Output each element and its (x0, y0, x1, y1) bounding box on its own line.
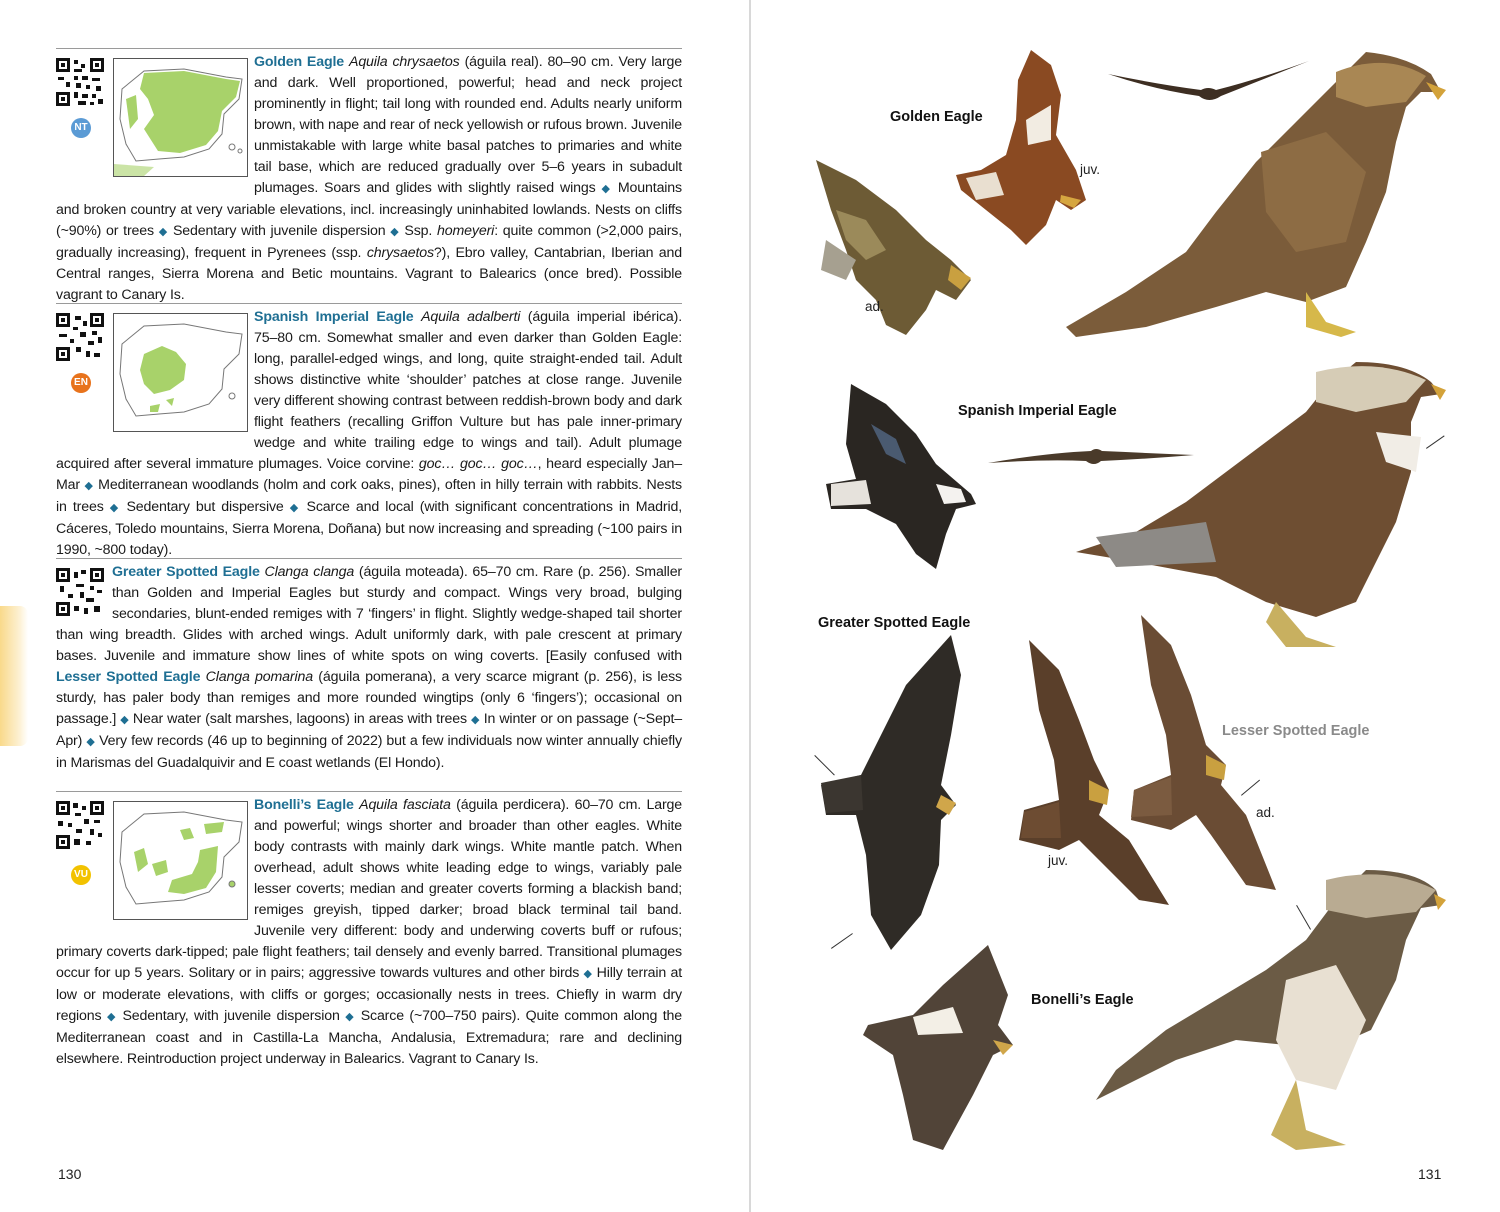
species-description (56, 52, 682, 306)
diamond-icon: ◆ (120, 714, 129, 726)
diamond-icon: ◆ (390, 226, 400, 238)
page-number-right: 131 (1418, 1166, 1442, 1182)
conservation-status-badge: VU (71, 865, 91, 885)
diamond-icon: ◆ (601, 183, 612, 195)
similar-species-name: Lesser Spotted Eagle (56, 669, 201, 685)
scientific-name: Aquila chrysaetos (349, 54, 460, 70)
voice-text: goc… goc… goc… (418, 456, 538, 472)
movement-text: Sedentary, with juvenile dispersion (116, 1008, 346, 1024)
species-entry-golden-eagle (56, 48, 683, 303)
species-name: Spanish Imperial Eagle (254, 309, 414, 325)
habitat-text: Hilly terrain at low or moderate elevations, with cliffs or gorges; occasionally nests in trees. Chiefly in warm dry regions (56, 965, 682, 1024)
bonellis-eagle-flight-illustration (863, 945, 1018, 1150)
bonellis-eagle-perched-illustration (1096, 870, 1446, 1150)
greater-spotted-eagle-flight-illustration (821, 635, 966, 950)
species-name: Golden Eagle (254, 54, 345, 70)
conservation-status-badge: EN (71, 373, 91, 393)
status-text: : quite common (>2,000 pairs, gradually increasing), frequent in Pyrenees (ssp. (56, 223, 683, 261)
description-text: (águila imperial ibérica). 75–80 cm. Somewhat smaller and even darker than Golden Eagle: long, parallel-edged wings, and long, quite straight-ended tail. Adult shows distinctive white ‘shoulder’ patches at close range. Juvenile very different showing contrast between reddish-brown body and dark flight feathers (recalling Griffon Vulture but has pale inner-primary wedge and white trailing edge to wings and tail). Adult plumage acquired after several immature plumages. Voice corvine: (56, 309, 683, 472)
plate-note-juvenile: juv. (1048, 853, 1069, 868)
plate-note-adult: ad. (865, 299, 884, 314)
diamond-icon: ◆ (84, 480, 94, 492)
section-thumb-tab (0, 606, 28, 746)
diamond-icon: ◆ (106, 1011, 117, 1023)
species-entry-spanish-imperial-eagle (56, 303, 683, 558)
page-number-left: 130 (58, 1166, 82, 1182)
species-entry-greater-spotted-eagle (56, 558, 682, 778)
status-text: Scarce and local (with significant concentrations in Madrid, Cáceres, Toledo mountains, Sierra Morena, Doñana) but now increasing and spreading (~100 pairs in 1990, ~800 today). (56, 499, 682, 558)
movement-text: Sedentary with juvenile dispersion (168, 223, 391, 239)
diamond-icon: ◆ (583, 968, 593, 980)
scientific-name: Aquila adalberti (421, 309, 521, 325)
description-text: , heard especially Jan–Mar (56, 456, 683, 493)
description-text: (águila pomerana), a very scarce migrant (p. 256), is less sturdy, has paler body than remiges and more rounded wingtips (only 6 ‘fingers’); occasional on passage.] (56, 669, 682, 727)
subspecies-name: chrysaetos (366, 245, 434, 261)
plate-label-spanish-imperial-eagle: Spanish Imperial Eagle (958, 403, 1117, 419)
spanish-imperial-eagle-perched-illustration (1076, 362, 1446, 652)
species-name: Greater Spotted Eagle (112, 564, 260, 580)
diamond-icon: ◆ (345, 1011, 356, 1023)
lesser-spotted-eagle-adult-illustration (1126, 615, 1276, 895)
plate-note-juvenile: juv. (1080, 162, 1101, 177)
species-description (56, 795, 682, 1070)
left-page (0, 0, 749, 1212)
diamond-icon: ◆ (158, 226, 169, 238)
plate-label-golden-eagle: Golden Eagle (890, 109, 983, 125)
plate-label-greater-spotted-eagle: Greater Spotted Eagle (818, 615, 971, 631)
species-name: Bonelli’s Eagle (254, 797, 354, 813)
status-text: Ssp. (399, 223, 438, 239)
description-text: (águila real). 80–90 cm. Very large and dark. Well proportioned, powerful; head and neck project prominently in flight; tail long with rounded end. Adults nearly uniform brown, with nape and rear of neck yellowish or rufous brown. Juvenile unmistakable with large white basal patches to primaries and white tail base, which are reduced gradually over 5–6 years in subadult plumages. Soars and glides with slightly raised wings (254, 54, 682, 196)
scientific-name: Aquila fasciata (359, 797, 451, 813)
diamond-icon: ◆ (86, 736, 96, 748)
species-description (56, 562, 682, 774)
plate-label-lesser-spotted-eagle: Lesser Spotted Eagle (1222, 723, 1370, 739)
movement-text: In winter or on passage (~Sept–Apr) (56, 711, 683, 749)
subspecies-name: homeyeri (437, 223, 495, 239)
scientific-name: Clanga pomarina (205, 669, 313, 685)
right-page-plate (751, 0, 1500, 1212)
movement-text: Sedentary but dispersive (120, 499, 290, 515)
description-text: (águila moteada). 65–70 cm. Rare (p. 256). Smaller than Golden and Imperial Eagles but sturdy and compact. Wings very broad, bulging secondaries, blunt-ended remiges with 7 ‘fingers’ in flight. Slightly wedge-shaped tail shorter than wing breadth. Glides with arched wings. Adult uniformly dark, with pale crescent at primary bases. Juvenile and immature show lines of white spots on wing coverts. [Easily confused with (56, 564, 683, 664)
habitat-text: Mediterranean woodlands (holm and cork oaks, pines), often in hilly terrain with rabbits. Nests in trees (56, 477, 682, 515)
description-text: (águila perdicera). 60–70 cm. Large and powerful; wings shorter and broader than other eagles. White body contrasts with mainly dark wings. White mantle patch. When overhead, adult shows white leading edge to wings, variably pale lesser coverts; median and greater coverts forming a blackish band; remiges greyish, tipped darker; broad black terminal tail band. Juvenile very different: body and underwing coverts buff or rufous; primary coverts dark-tipped; pale flight feathers; tail densely and evenly barred. Transitional plumages occur for up 5 years. Solitary or in pairs; aggressive towards vultures and other birds (56, 797, 682, 981)
golden-eagle-perched-illustration (1066, 52, 1446, 337)
species-entry-bonellis-eagle (56, 791, 682, 1081)
diamond-icon: ◆ (471, 714, 480, 726)
diamond-icon: ◆ (289, 502, 301, 514)
status-text: Very few records (46 up to beginning of 2022) but a few individuals now winter annually chiefly in Marismas del Guadalquivir and E coast wetlands (El Hondo). (56, 733, 682, 771)
scientific-name: Clanga clanga (264, 564, 355, 580)
plate-note-adult: ad. (1256, 805, 1275, 820)
habitat-text: Mountains and broken country at very variable elevations, incl. increasingly uninhabited lowlands. Nests on cliffs (~90%) or trees (56, 180, 682, 239)
species-description (56, 307, 682, 561)
plate-label-bonellis-eagle: Bonelli’s Eagle (1031, 992, 1134, 1008)
conservation-status-badge: NT (71, 118, 91, 138)
habitat-text: Near water (salt marshes, lagoons) in areas with trees (128, 711, 472, 727)
status-text: Scarce (~700–750 pairs). Quite common along the Mediterranean coast and in Castilla-La Mancha, Andalusia, Extremadura; rare and declining elsewhere. Reintroduction project underway in Balearics. Vagrant to Canary Is. (56, 1008, 683, 1067)
diamond-icon: ◆ (109, 502, 121, 514)
golden-eagle-adult-flight-illustration (816, 150, 976, 340)
status-text: ?), Ebro valley, Cantabrian, Iberian and Central ranges, Sierra Morena and Betic mountains. Vagrant to Balearics (once bred). Possible vagrant to Canary Is. (56, 245, 683, 303)
